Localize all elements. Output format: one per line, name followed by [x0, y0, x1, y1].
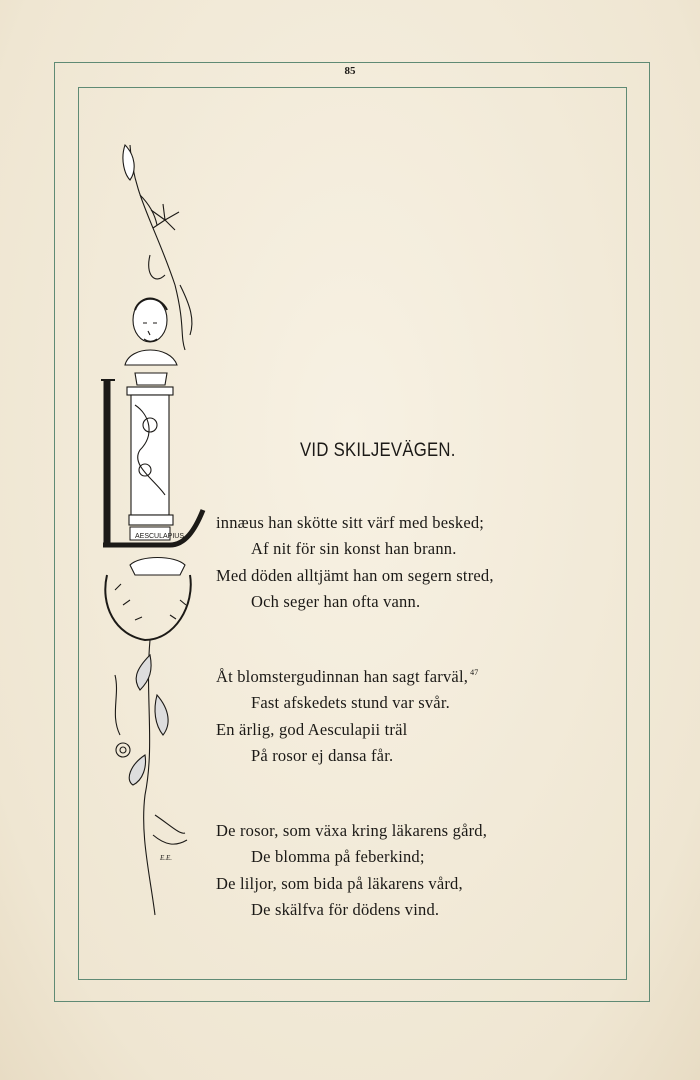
- poem-line-with-footnote: [216, 667, 478, 687]
- plaque-text: AESCULAPIUS: [135, 533, 185, 540]
- page-number: 85: [344, 65, 356, 77]
- poem-line: De liljor, som bida på läkarens vård,: [216, 874, 463, 893]
- poem-line: De skälfva för dödens vind.: [251, 900, 440, 919]
- poem-line: Åt blomstergudinnan han sagt farväl,: [216, 667, 469, 686]
- poem-line: Fast afskedets stund var svår.: [251, 693, 450, 712]
- poem-line: Af nit för sin konst han brann.: [251, 539, 457, 558]
- poem-line: En ärlig, god Aesculapii träl: [216, 720, 408, 739]
- poem-line: Och seger han ofta vann.: [251, 592, 421, 611]
- poem-line: De rosor, som växa kring läkarens gård,: [216, 821, 488, 840]
- artist-mark: E.E.: [160, 854, 173, 862]
- poem-line: De blomma på feberkind;: [251, 847, 425, 866]
- poem-line: Med döden alltjämt han om segern stred,: [216, 566, 494, 585]
- poem-line: innæus han skötte sitt värf med besked;: [216, 513, 485, 532]
- poem-title: VID SKILJEVÄGEN.: [300, 440, 456, 461]
- footnote-ref: 47: [470, 668, 479, 677]
- poem-line: På rosor ej dansa får.: [251, 746, 394, 765]
